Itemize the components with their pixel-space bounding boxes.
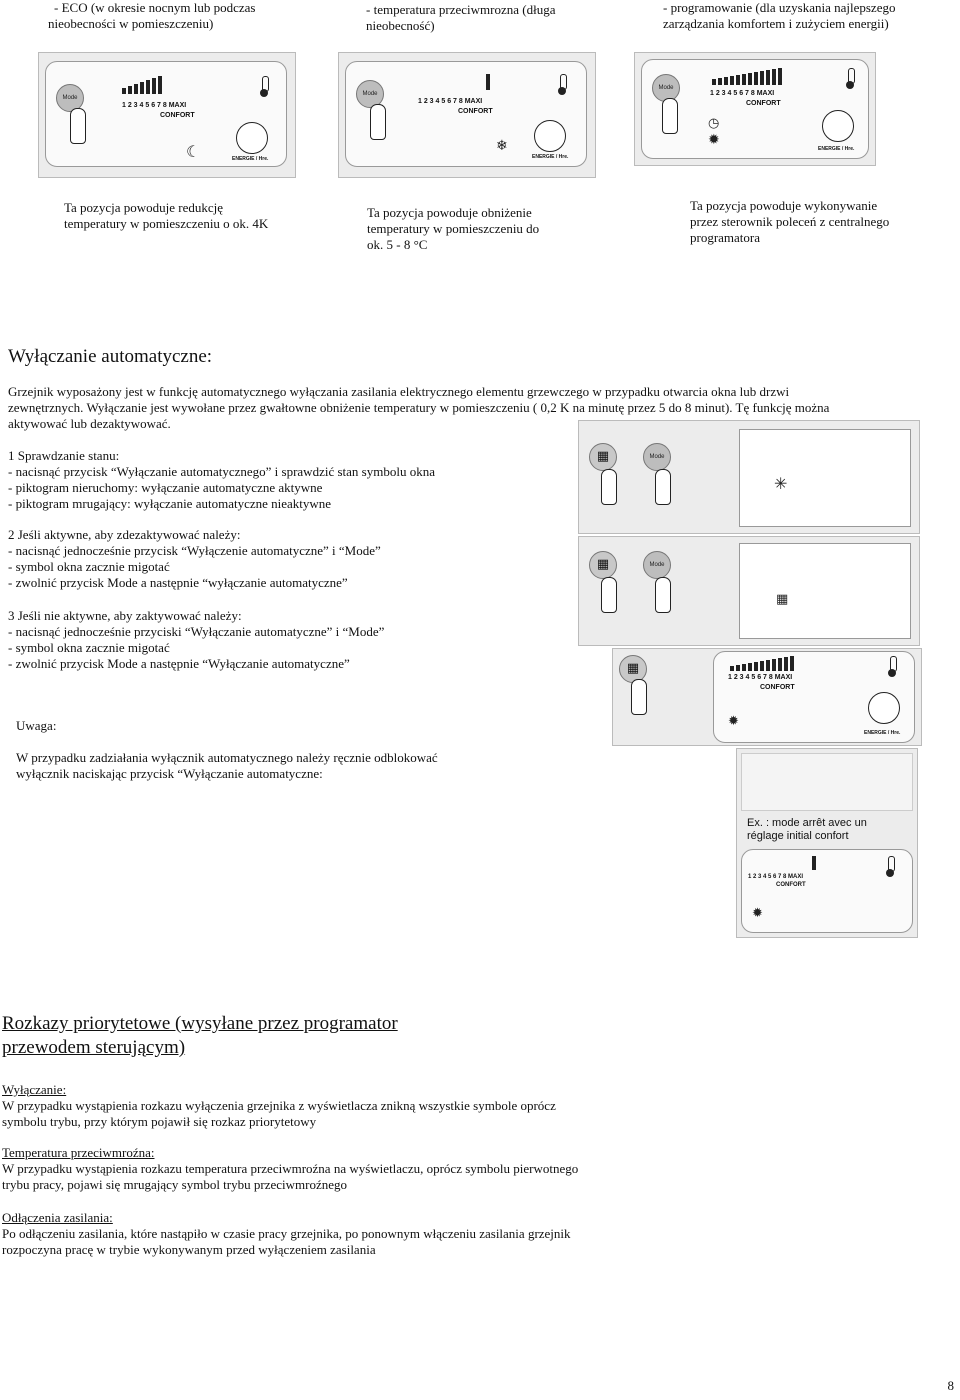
- mode-button: Mode: [643, 443, 671, 471]
- confort-label: CONFORT: [458, 108, 493, 115]
- priority-item-power: [2, 1210, 702, 1258]
- text-line: przewodem sterującym): [2, 1037, 186, 1058]
- text-line: Grzejnik wyposażony jest w funkcję automatycznego wyłączania zasilania elektrycznego elementu grzewczego w przypadku otwarcia okna lub drzwi: [8, 384, 790, 399]
- top-col-eco: [48, 0, 308, 32]
- step-2: [8, 527, 568, 591]
- example-caption: [747, 817, 867, 843]
- text-line: réglage initial confort: [747, 830, 849, 842]
- figure-step3: [612, 648, 922, 746]
- hand-icon: [655, 577, 671, 613]
- window-button-icon: ▦: [589, 551, 617, 579]
- text-line: W przypadku zadziałania wyłącznik automatycznego należy ręcznie odblokować: [16, 750, 438, 765]
- figure-example: [736, 748, 918, 938]
- mode-button: Mode: [356, 80, 384, 108]
- priority-heading: [2, 1012, 398, 1060]
- controller-figure-program: [634, 52, 876, 166]
- mode-button: Mode: [56, 84, 84, 112]
- display-screen: [739, 543, 911, 639]
- temperature-scale: 1 2 3 4 5 6 7 8 MAXI: [710, 90, 775, 97]
- hand-icon: [601, 469, 617, 505]
- controller-figure-eco: [38, 52, 296, 178]
- text-line: 1 Sprawdzanie stanu:: [8, 448, 120, 463]
- display-screen: [739, 429, 911, 527]
- level-bars-icon: [122, 76, 162, 94]
- text-line: Ex. : mode arrêt avec un: [747, 817, 867, 829]
- note-label: Uwaga:: [16, 718, 57, 733]
- text-line: trybu pracy, pojawi się mrugający symbol trybu przeciwmroźnego: [2, 1177, 347, 1192]
- hand-icon: [601, 577, 617, 613]
- text-line: - nacisnąć jednocześnie przyciski “Wyłączanie automatyczne” i “Mode”: [8, 624, 385, 639]
- controller-face: [45, 61, 287, 167]
- moon-icon: ☾: [186, 142, 201, 161]
- controller-face: [713, 651, 915, 743]
- window-icon: ▦: [776, 592, 789, 607]
- hand-icon: [655, 469, 671, 505]
- thermometer-icon: [890, 656, 897, 672]
- confort-label: CONFORT: [746, 100, 781, 107]
- item-label: Odłączenia zasilania:: [2, 1210, 113, 1225]
- sun-icon: ✹: [708, 132, 720, 148]
- confort-label: CONFORT: [760, 684, 795, 691]
- text-line: programatora: [690, 230, 761, 245]
- controller-face: [641, 59, 869, 159]
- controller-face: [741, 849, 913, 933]
- temperature-scale: 1 2 3 4 5 6 7 8 MAXI: [748, 874, 804, 880]
- temperature-scale: 1 2 3 4 5 6 7 8 MAXI: [122, 102, 187, 109]
- step-1: [8, 448, 568, 512]
- text-line: zarządzania komfortem i zużyciem energii): [663, 16, 889, 31]
- energie-label: ENERGIE / Hre.: [818, 146, 855, 152]
- text-line: - symbol okna zacznie migotać: [8, 559, 170, 574]
- figure-step2: [578, 536, 920, 646]
- window-button-icon: ▦: [619, 655, 647, 683]
- energy-dial-icon: [534, 120, 566, 152]
- confort-label: CONFORT: [160, 112, 195, 119]
- description-frost: [367, 205, 607, 253]
- window-button-icon: ▦: [589, 443, 617, 471]
- hand-icon: [370, 104, 386, 140]
- text-line: - nacisnąć jednocześnie przycisk “Wyłączenie automatyczne” i “Mode”: [8, 543, 381, 558]
- description-eco: [64, 200, 334, 232]
- text-line: - temperatura przeciwmrozna (długa: [366, 2, 556, 17]
- text-line: symbolu trybu, przy którym pojawił się rozkaz priorytetowy: [2, 1114, 317, 1129]
- text-line: 3 Jeśli nie aktywne, aby zaktywować należy:: [8, 608, 242, 623]
- top-col-program: [663, 0, 953, 32]
- text-line: 2 Jeśli aktywne, aby zdezaktywować należy:: [8, 527, 241, 542]
- energy-dial-icon: [868, 692, 900, 724]
- note-text: [16, 750, 576, 782]
- text-line: W przypadku wystąpienia rozkazu wyłączenia grzejnika z wyświetlacza znikną wszystkie symbole oprócz: [2, 1098, 556, 1113]
- hand-icon: [631, 679, 647, 715]
- controller-figure-frost: [338, 52, 596, 178]
- text-line: Ta pozycja powoduje obniżenie: [367, 205, 532, 220]
- text-line: temperatury w pomieszczeniu do: [367, 221, 540, 236]
- thermometer-icon: [560, 74, 567, 90]
- text-line: Po odłączeniu zasilania, które nastąpiło w czasie pracy grzejnika, po ponownym włączeniu zasilania grzejnik: [2, 1226, 571, 1241]
- text-line: - nacisnąć przycisk “Wyłączanie automatycznego” i sprawdzić stan symbolu okna: [8, 464, 435, 479]
- text-line: - piktogram mrugający: wyłączanie automatyczne nieaktywne: [8, 496, 332, 511]
- page-number: 8: [947, 1378, 954, 1393]
- text-line: W przypadku wystąpienia rozkazu temperatura przeciwmroźna na wyświetlaczu, oprócz symbolu pierwotnego: [2, 1161, 579, 1176]
- text-line: nieobecności w pomieszczeniu): [48, 16, 214, 31]
- text-line: - symbol okna zacznie migotać: [8, 640, 170, 655]
- text-line: rozpoczyna pracę w trybie wykonywanym przed wyłączeniem zasilania: [2, 1242, 376, 1257]
- mode-button: Mode: [652, 74, 680, 102]
- energy-dial-icon: [236, 122, 268, 154]
- item-label: Temperatura przeciwmroźna:: [2, 1145, 155, 1160]
- priority-item-frost: [2, 1145, 702, 1193]
- mode-button: Mode: [643, 551, 671, 579]
- text-line: - programowanie (dla uzyskania najlepszego: [663, 0, 896, 15]
- text-line: Ta pozycja powoduje wykonywanie: [690, 198, 878, 213]
- text-line: - piktogram nieruchomy: wyłączanie automatyczne aktywne: [8, 480, 323, 495]
- faded-screen: [741, 753, 913, 811]
- thermometer-icon: [888, 856, 895, 872]
- text-line: zewnętrznych. Wyłączanie jest wywołane przez gwałtowne obniżenie temperatury w pomieszczeniu ( 0,2 K na minutę przez 5 do 8 minut). Tę funkcję można: [8, 400, 830, 415]
- hand-icon: [662, 98, 678, 134]
- text-line: - zwolnić przycisk Mode a następnie “Wyłączanie automatyczne”: [8, 656, 350, 671]
- level-bars-icon: [712, 68, 782, 85]
- level-bar-icon: [486, 74, 490, 90]
- text-line: nieobecność): [366, 18, 435, 33]
- priority-item-off: [2, 1082, 702, 1130]
- text-line: Rozkazy priorytetowe (wysyłane przez programator: [2, 1013, 398, 1034]
- text-line: Ta pozycja powoduje redukcję: [64, 200, 223, 215]
- blinking-window-icon: ✳: [774, 474, 788, 493]
- description-program: [690, 198, 950, 246]
- text-line: - ECO (w okresie nocnym lub podczas: [54, 0, 256, 15]
- energie-label: ENERGIE / Hre.: [864, 730, 901, 736]
- temperature-scale: 1 2 3 4 5 6 7 8 MAXI: [728, 674, 793, 681]
- item-label: Wyłączanie:: [2, 1082, 67, 1097]
- top-col-frost: [366, 2, 606, 34]
- figure-step1: [578, 420, 920, 534]
- text-line: wyłącznik naciskając przycisk “Wyłączanie automatyczne:: [16, 766, 323, 781]
- confort-label: CONFORT: [776, 882, 806, 888]
- energie-label: ENERGIE / Hre.: [532, 154, 569, 160]
- sun-icon: ✹: [728, 714, 739, 729]
- hand-icon: [70, 108, 86, 144]
- text-line: temperatury w pomieszczeniu o ok. 4K: [64, 216, 269, 231]
- energie-label: ENERGIE / Hre.: [232, 156, 269, 162]
- controller-face: [345, 61, 587, 167]
- thermometer-icon: [262, 76, 269, 92]
- auto-off-heading: Wyłączanie automatyczne:: [8, 346, 213, 367]
- text-line: ok. 5 - 8 °C: [367, 237, 428, 252]
- thermometer-icon: [848, 68, 855, 84]
- temperature-scale: 1 2 3 4 5 6 7 8 MAXI: [418, 98, 483, 105]
- text-line: aktywować lub dezaktywować.: [8, 416, 171, 431]
- level-bars-icon: [730, 656, 794, 671]
- text-line: przez sterownik poleceń z centralnego: [690, 214, 890, 229]
- step-3: [8, 608, 568, 672]
- clock-icon: ◷: [708, 116, 720, 131]
- sun-icon: ✹: [752, 906, 763, 921]
- energy-dial-icon: [822, 110, 854, 142]
- snowflake-icon: ❄: [496, 138, 508, 154]
- level-bar-icon: [812, 856, 816, 870]
- text-line: - zwolnić przycisk Mode a następnie “wyłączanie automatyczne”: [8, 575, 348, 590]
